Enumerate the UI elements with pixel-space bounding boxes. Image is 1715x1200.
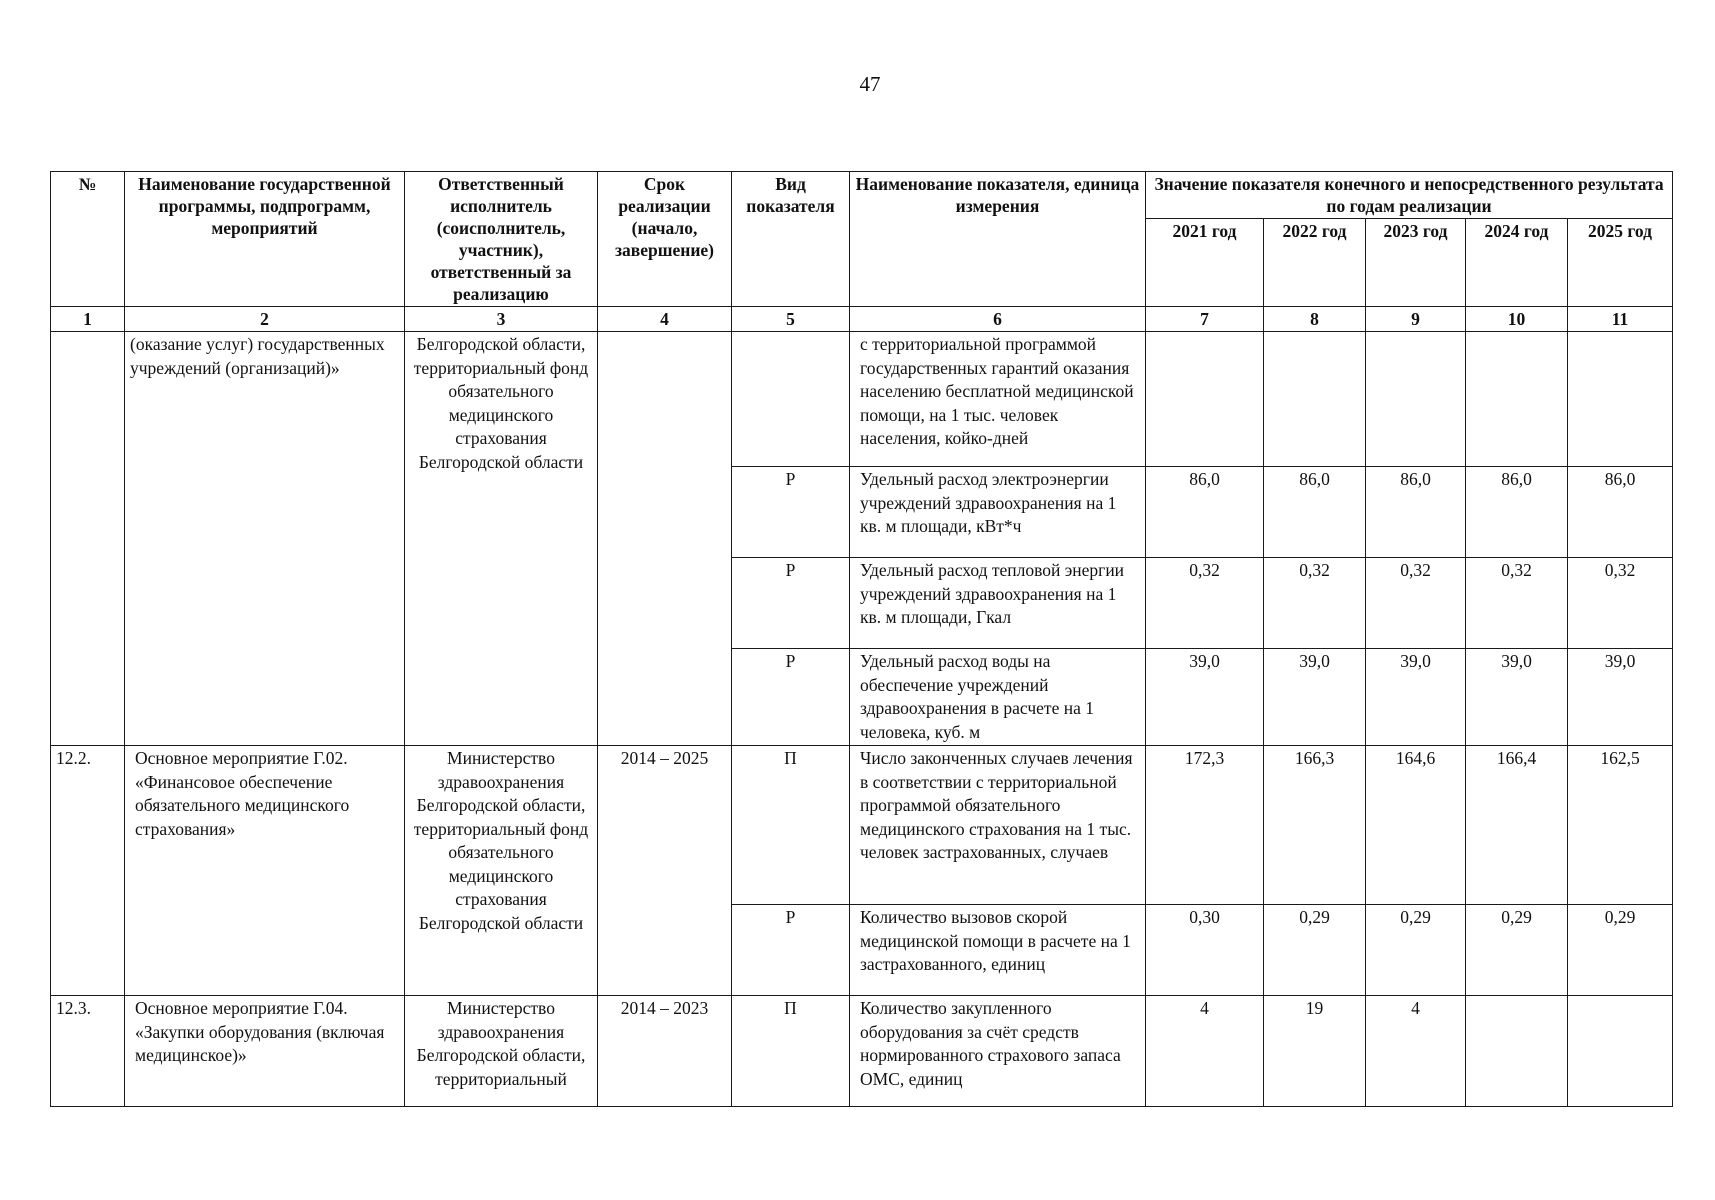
column-numbers-row bbox=[51, 307, 1673, 332]
col-number: 11 bbox=[1568, 307, 1673, 332]
indicator-type: Р bbox=[732, 649, 850, 746]
value-2021: 86,0 bbox=[1146, 467, 1264, 558]
col-number: 6 bbox=[850, 307, 1146, 332]
value-2021: 39,0 bbox=[1146, 649, 1264, 746]
value-2021: 4 bbox=[1146, 996, 1264, 1107]
value-2025: 0,29 bbox=[1568, 905, 1673, 996]
value-2025 bbox=[1568, 996, 1673, 1107]
header-responsible: Ответственный исполнитель (соисполнитель, участник), ответственный за реализацию bbox=[405, 172, 598, 307]
header-indicator: Наименование показателя, единица измерения bbox=[850, 172, 1146, 307]
value-2023: 39,0 bbox=[1366, 649, 1466, 746]
header-year: 2021 год bbox=[1146, 219, 1264, 307]
col-number: 5 bbox=[732, 307, 850, 332]
period bbox=[598, 332, 732, 746]
indicator-name: Удельный расход воды на обеспечение учреждений здравоохранения в расчете на 1 человека, куб. м bbox=[850, 649, 1146, 746]
value-2025: 162,5 bbox=[1568, 746, 1673, 905]
program-name: Основное мероприятие Г.02. «Финансовое обеспечение обязательного медицинского страхования» bbox=[125, 746, 405, 996]
row-no: 12.2. bbox=[51, 746, 125, 996]
responsible-executor: Министерство здравоохранения Белгородской области, территориальный фонд обязательного медицинского страхования Белгородской области bbox=[405, 746, 598, 996]
value-2025: 0,32 bbox=[1568, 558, 1673, 649]
value-2023: 86,0 bbox=[1366, 467, 1466, 558]
responsible-executor: Белгородской области, территориальный фонд обязательного медицинского страхования Белгородской области bbox=[405, 332, 598, 746]
period: 2014 – 2023 bbox=[598, 996, 732, 1107]
col-number: 4 bbox=[598, 307, 732, 332]
header-name: Наименование государственной программы, подпрограмм, мероприятий bbox=[125, 172, 405, 307]
indicator-name: Количество закупленного оборудования за счёт средств нормированного страхового запаса ОМС, единиц bbox=[850, 996, 1146, 1107]
value-2025: 86,0 bbox=[1568, 467, 1673, 558]
value-2022: 39,0 bbox=[1264, 649, 1366, 746]
value-2021 bbox=[1146, 332, 1264, 467]
indicator-type: П bbox=[732, 996, 850, 1107]
value-2023 bbox=[1366, 332, 1466, 467]
value-2023: 4 bbox=[1366, 996, 1466, 1107]
value-2023: 164,6 bbox=[1366, 746, 1466, 905]
program-name: Основное мероприятие Г.04. «Закупки оборудования (включая медицинское)» bbox=[125, 996, 405, 1107]
header-values-group: Значение показателя конечного и непосредственного результата по годам реализации bbox=[1146, 172, 1673, 219]
value-2024: 39,0 bbox=[1466, 649, 1568, 746]
table-row bbox=[51, 332, 1673, 467]
value-2022: 0,29 bbox=[1264, 905, 1366, 996]
row-no: 12.3. bbox=[51, 996, 125, 1107]
col-number: 1 bbox=[51, 307, 125, 332]
indicator-type: Р bbox=[732, 467, 850, 558]
header-year: 2024 год bbox=[1466, 219, 1568, 307]
col-number: 7 bbox=[1146, 307, 1264, 332]
table-row bbox=[51, 746, 1673, 905]
indicator-name: Количество вызовов скорой медицинской помощи в расчете на 1 застрахованного, единиц bbox=[850, 905, 1146, 996]
value-2022: 86,0 bbox=[1264, 467, 1366, 558]
value-2023: 0,29 bbox=[1366, 905, 1466, 996]
value-2024: 0,32 bbox=[1466, 558, 1568, 649]
col-number: 2 bbox=[125, 307, 405, 332]
responsible-executor: Министерство здравоохранения Белгородской области, территориальный bbox=[405, 996, 598, 1107]
col-number: 3 bbox=[405, 307, 598, 332]
value-2024 bbox=[1466, 332, 1568, 467]
row-no bbox=[51, 332, 125, 746]
indicators-table bbox=[50, 171, 1673, 1107]
header-year: 2022 год bbox=[1264, 219, 1366, 307]
col-number: 10 bbox=[1466, 307, 1568, 332]
value-2022: 19 bbox=[1264, 996, 1366, 1107]
header-year: 2023 год bbox=[1366, 219, 1466, 307]
col-number: 8 bbox=[1264, 307, 1366, 332]
col-number: 9 bbox=[1366, 307, 1466, 332]
header-no: № bbox=[51, 172, 125, 307]
page-number: 47 bbox=[859, 72, 881, 96]
value-2024: 86,0 bbox=[1466, 467, 1568, 558]
value-2022 bbox=[1264, 332, 1366, 467]
header-row bbox=[51, 172, 1673, 219]
period: 2014 – 2025 bbox=[598, 746, 732, 996]
indicator-name: Удельный расход тепловой энергии учреждений здравоохранения на 1 кв. м площади, Гкал bbox=[850, 558, 1146, 649]
value-2022: 166,3 bbox=[1264, 746, 1366, 905]
value-2023: 0,32 bbox=[1366, 558, 1466, 649]
indicator-name: с территориальной программой государственных гарантий оказания населению бесплатной медицинской помощи, на 1 тыс. человек населения, койко-дней bbox=[850, 332, 1146, 467]
program-name: (оказание услуг) государственных учреждений (организаций)» bbox=[125, 332, 405, 746]
indicator-type bbox=[732, 332, 850, 467]
indicator-type: Р bbox=[732, 905, 850, 996]
header-period: Срок реализации (начало, завершение) bbox=[598, 172, 732, 307]
indicator-type: Р bbox=[732, 558, 850, 649]
value-2021: 0,30 bbox=[1146, 905, 1264, 996]
value-2024: 0,29 bbox=[1466, 905, 1568, 996]
value-2024: 166,4 bbox=[1466, 746, 1568, 905]
indicator-name: Число законченных случаев лечения в соответствии с территориальной программой обязательного медицинского страхования на 1 тыс. человек застрахованных, случаев bbox=[850, 746, 1146, 905]
header-year: 2025 год bbox=[1568, 219, 1673, 307]
table-row bbox=[51, 996, 1673, 1107]
value-2025 bbox=[1568, 332, 1673, 467]
indicator-name: Удельный расход электроэнергии учреждений здравоохранения на 1 кв. м площади, кВт*ч bbox=[850, 467, 1146, 558]
value-2025: 39,0 bbox=[1568, 649, 1673, 746]
value-2024 bbox=[1466, 996, 1568, 1107]
value-2021: 172,3 bbox=[1146, 746, 1264, 905]
indicator-type: П bbox=[732, 746, 850, 905]
header-type: Вид показателя bbox=[732, 172, 850, 307]
value-2021: 0,32 bbox=[1146, 558, 1264, 649]
value-2022: 0,32 bbox=[1264, 558, 1366, 649]
